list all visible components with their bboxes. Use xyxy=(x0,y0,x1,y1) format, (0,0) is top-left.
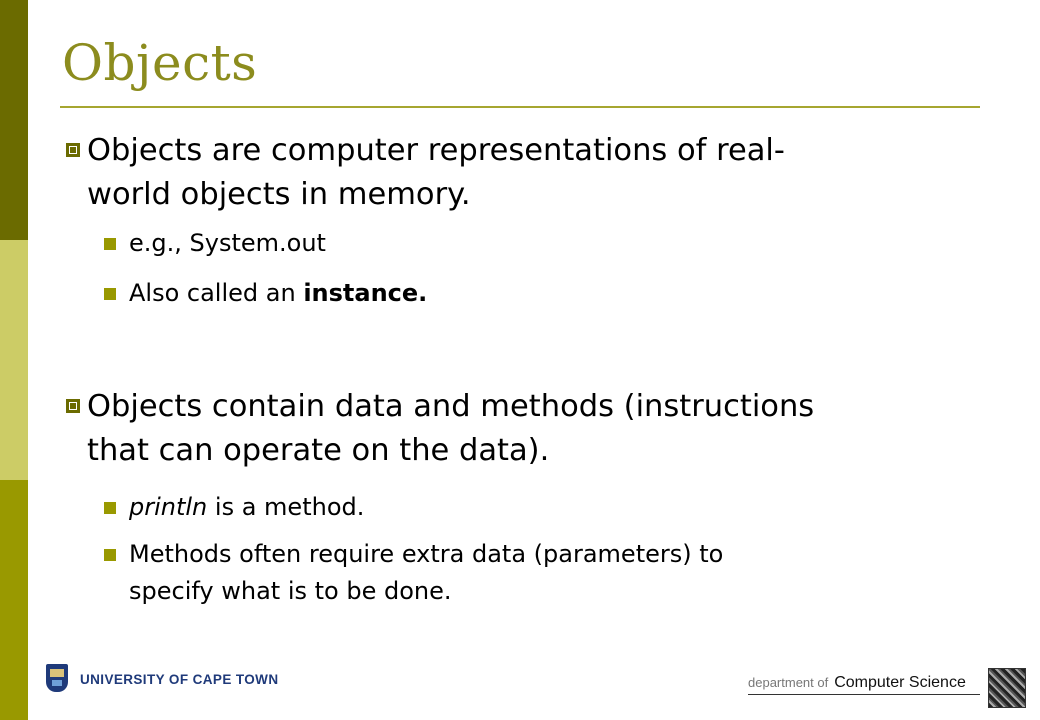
bullet-1-line-2: world objects in memory. xyxy=(87,177,471,212)
slide-title: Objects xyxy=(62,34,258,92)
department-prefix: department of xyxy=(748,675,829,690)
bullet-1-sub-2 xyxy=(129,275,427,312)
bullet-2-sub-2-line-1: Methods often require extra data (parameters) to xyxy=(129,540,724,568)
department-logo-icon xyxy=(988,668,1026,708)
sub-bullet-square-icon xyxy=(104,238,116,250)
bullet-1-sub-1: e.g., System.out xyxy=(129,229,326,257)
sub-bullet-square-icon xyxy=(104,288,116,300)
bullet-2-sub-2 xyxy=(129,536,723,610)
uct-crest-icon xyxy=(46,664,68,692)
department-underline xyxy=(748,694,980,695)
sub-text: is a method. xyxy=(207,493,365,521)
sub-bold-text: instance. xyxy=(303,279,428,307)
accent-bar-top xyxy=(0,0,28,240)
bullet-2-line-1: Objects contain data and methods (instructions xyxy=(87,389,815,424)
bullet-square-icon xyxy=(66,143,80,157)
university-name: UNIVERSITY OF CAPE TOWN xyxy=(80,672,279,687)
sub-bullet-square-icon xyxy=(104,549,116,561)
sub-bullet-square-icon xyxy=(104,502,116,514)
bullet-1-line-1: Objects are computer representations of real- xyxy=(87,133,785,168)
bullet-2-sub-1 xyxy=(129,489,364,526)
department-name: Computer Science xyxy=(834,674,966,691)
bullet-2 xyxy=(87,385,814,473)
bullet-2-line-2: that can operate on the data). xyxy=(87,433,550,468)
title-divider xyxy=(60,106,980,108)
accent-bar-middle xyxy=(0,240,28,480)
sub-text: Also called an xyxy=(129,279,304,307)
accent-bar-bottom xyxy=(0,480,28,720)
department-label xyxy=(748,672,966,692)
bullet-1 xyxy=(87,129,785,217)
bullet-square-icon xyxy=(66,399,80,413)
bullet-2-sub-2-line-2: specify what is to be done. xyxy=(129,577,452,605)
sub-italic-text: println xyxy=(129,493,208,521)
